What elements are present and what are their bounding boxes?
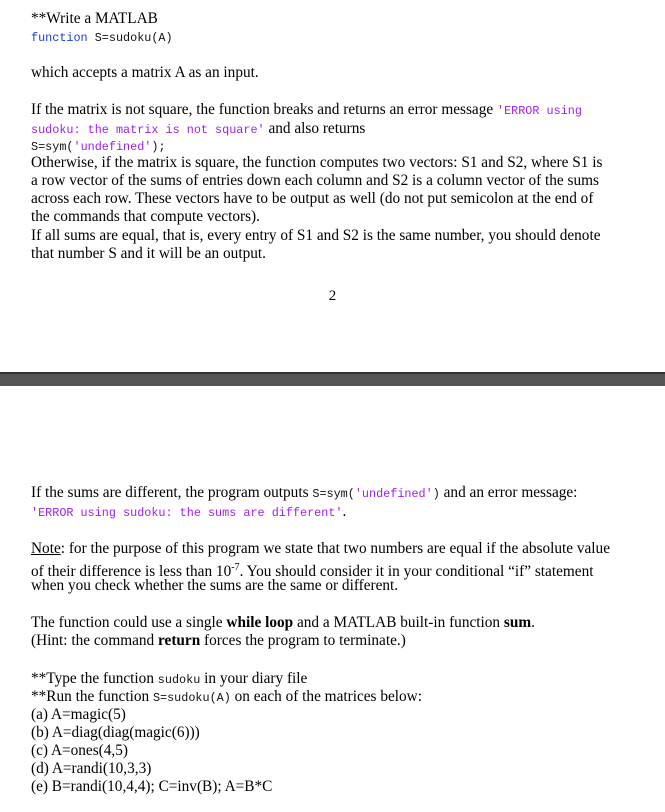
- paragraph-not-square-line2: sudoku: the matrix is not square' and also returns: [31, 120, 366, 137]
- function-signature: [31, 28, 641, 47]
- paragraph-otherwise-l1: Otherwise, if the matrix is square, the function computes two vectors: S1 and S2, where S1 is: [31, 154, 603, 171]
- paragraph-equal-l2: that number S and it will be an output.: [31, 245, 266, 262]
- paragraph-different: If the sums are different, the program outputs S=sym('undefined') and an error message:: [31, 484, 578, 501]
- paragraph-otherwise-l3: across each row. These vectors have to be output as well (do not put semicolon at the end of: [31, 190, 594, 207]
- instruction-type: **Type the function sudoku in your diary file: [31, 670, 308, 687]
- error-string: 'ERROR using sudoku: the sums are different': [31, 506, 343, 520]
- paragraph-input: which accepts a matrix A as an input.: [31, 64, 259, 81]
- list-item: (a) A=magic(5): [31, 706, 126, 723]
- keyword-function: function: [31, 31, 88, 45]
- error-message-line: 'ERROR using sudoku: the sums are different'.: [31, 503, 347, 520]
- list-item: (b) A=diag(diag(magic(6))): [31, 724, 200, 741]
- list-item: (e) B=randi(10,4,4); C=inv(B); A=B*C: [31, 778, 273, 795]
- title-text: **Write a MATLAB: [31, 10, 158, 27]
- document-page-2: [0, 386, 665, 812]
- note-l1: Note: for the purpose of this program we state that two numbers are equal if the absolute value: [31, 540, 610, 557]
- list-item: (d) A=randi(10,3,3): [31, 760, 152, 777]
- paragraph-while-loop: The function could use a single while loop and a MATLAB built-in function sum.: [31, 614, 535, 631]
- paragraph-not-square: If the matrix is not square, the function breaks and returns an error message 'ERROR using: [31, 101, 582, 118]
- paragraph-equal-l1: If all sums are equal, that is, every entry of S1 and S2 is the same number, you should denote: [31, 227, 601, 244]
- note-l3: when you check whether the sums are the same or different.: [31, 577, 399, 594]
- error-string: sudoku: the matrix is not square': [31, 123, 265, 137]
- signature-code: S=sudoku(A): [87, 31, 173, 45]
- error-string: 'ERROR using: [496, 104, 582, 118]
- document-page-1: [0, 0, 665, 372]
- code-line-undefined: S=sym('undefined');: [31, 140, 166, 154]
- list-item: (c) A=ones(4,5): [31, 742, 128, 759]
- paragraph-hint: (Hint: the command return forces the program to terminate.): [31, 632, 406, 649]
- note-l2: of their difference is less than $10^{-7}$. You should consider it in your conditional “if” statement: [31, 562, 594, 581]
- instruction-run: **Run the function S=sudoku(A) on each of the matrices below:: [31, 688, 422, 705]
- paragraph-otherwise-l2: a row vector of the sums of entries down each column and S2 is a column vector of the sums: [31, 172, 599, 189]
- page-separator: [0, 372, 665, 386]
- exponent: -7: [231, 562, 240, 573]
- note-label: Note: [31, 540, 61, 557]
- page-number: 2: [328, 288, 337, 304]
- heading: [31, 10, 641, 28]
- paragraph-otherwise-l4: the commands that compute vectors).: [31, 208, 260, 225]
